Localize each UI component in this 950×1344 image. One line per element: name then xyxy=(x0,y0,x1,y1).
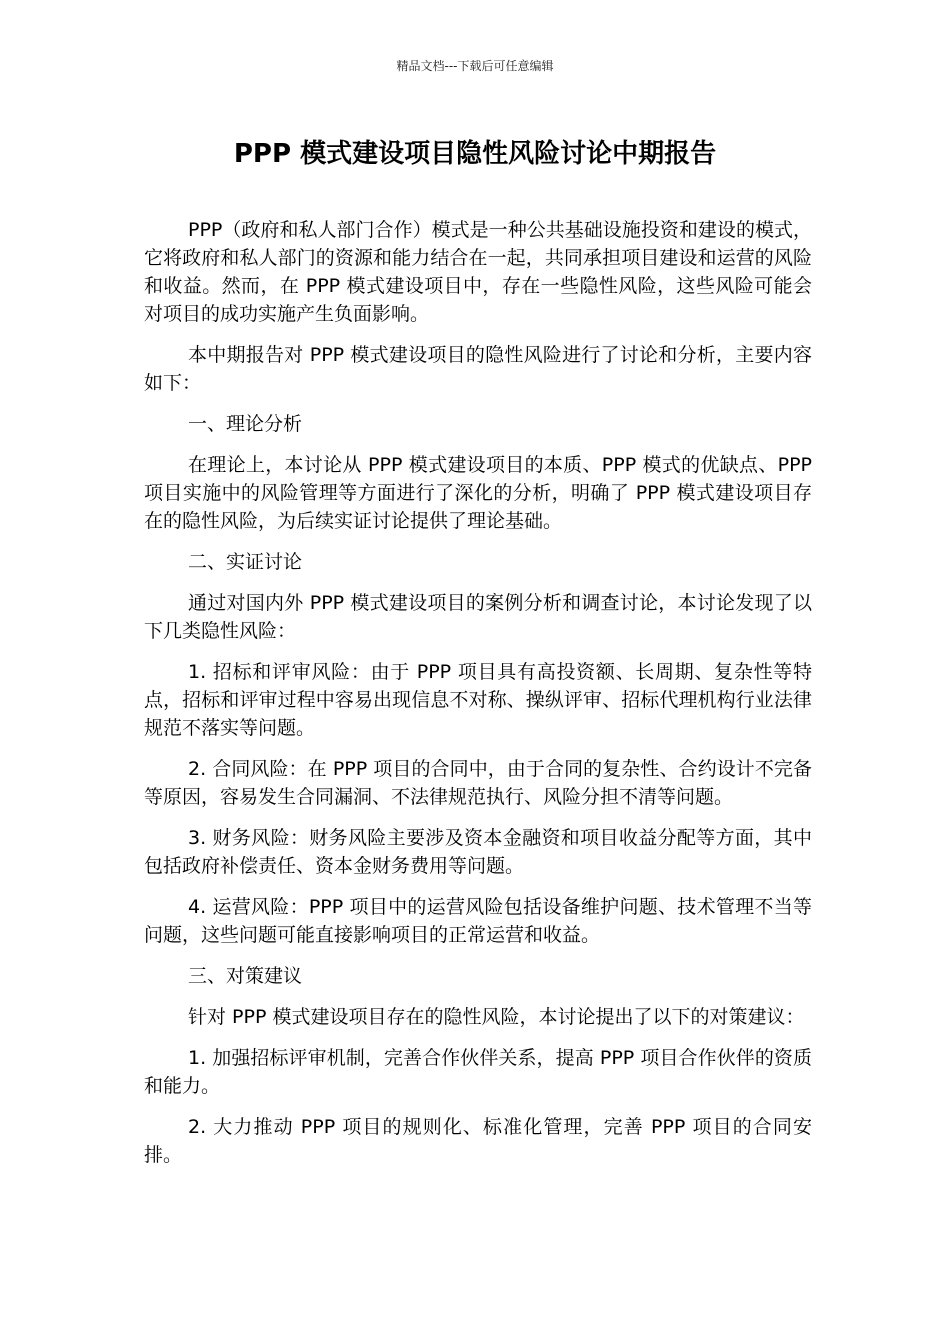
paragraph-theory: 在理论上，本讨论从 PPP 模式建设项目的本质、PPP 模式的优缺点、PPP 项目实施中的风险管理等方面进行了深化的分析，明确了 PPP 模式建设项目存在的隐性风险，为后续实证讨论提供了理论基础。 xyxy=(144,454,812,532)
section-heading-countermeasures: 三、对策建议 xyxy=(188,965,303,987)
risk-item-contract: 2. 合同风险：在 PPP 项目的合同中，由于合同的复杂性、合约设计不完备等原因，容易发生合同漏洞、不法律规范执行、风险分担不清等问题。 xyxy=(144,758,812,808)
risk-item-operation: 4. 运营风险：PPP 项目中的运营风险包括设备维护问题、技术管理不当等问题，这些问题可能直接影响项目的正常运营和收益。 xyxy=(144,896,812,946)
section-heading-empirical: 二、实证讨论 xyxy=(188,551,303,573)
document-body xyxy=(144,216,812,1182)
paragraph-empirical: 通过对国内外 PPP 模式建设项目的案例分析和调查讨论，本讨论发现了以下几类隐性风险： xyxy=(144,592,812,642)
paragraph-intro: PPP（政府和私人部门合作）模式是一种公共基础设施投资和建设的模式，它将政府和私人部门的资源和能力结合在一起，共同承担项目建设和运营的风险和收益。然而，在 PPP 模式建设项目中，存在一些隐性风险，这些风险可能会对项目的成功实施产生负面影响。 xyxy=(144,219,812,325)
paragraph-summary: 本中期报告对 PPP 模式建设项目的隐性风险进行了讨论和分析，主要内容如下： xyxy=(144,344,812,394)
document-title: PPP 模式建设项目隐性风险讨论中期报告 xyxy=(233,139,717,169)
risk-item-finance: 3. 财务风险：财务风险主要涉及资本金融资和项目收益分配等方面，其中包括政府补偿责任、资本金财务费用等问题。 xyxy=(144,827,812,877)
paragraph-countermeasures: 针对 PPP 模式建设项目存在的隐性风险，本讨论提出了以下的对策建议： xyxy=(188,1006,805,1028)
section-heading-theory: 一、理论分析 xyxy=(188,413,303,435)
suggestion-item-bidding: 1. 加强招标评审机制，完善合作伙伴关系，提高 PPP 项目合作伙伴的资质和能力。 xyxy=(144,1047,812,1097)
page-header: 精品文档---下载后可任意编辑 xyxy=(396,59,554,73)
risk-item-bidding: 1. 招标和评审风险：由于 PPP 项目具有高投资额、长周期、复杂性等特点，招标和评审过程中容易出现信息不对称、操纵评审、招标代理机构行业法律规范不落实等问题。 xyxy=(144,661,812,739)
suggestion-item-standardization: 2. 大力推动 PPP 项目的规则化、标准化管理，完善 PPP 项目的合同安排。 xyxy=(144,1116,812,1166)
